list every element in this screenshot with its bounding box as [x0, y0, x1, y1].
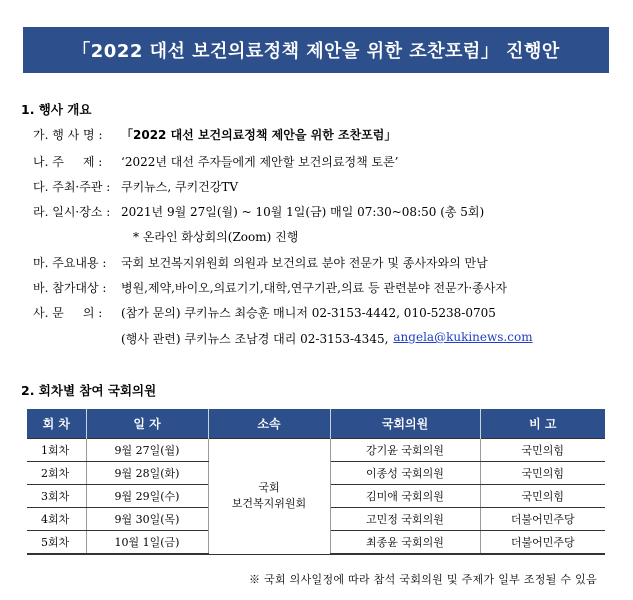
row-label: 라. 일시·장소 :: [33, 205, 111, 219]
row-value: 쿠키뉴스, 쿠키건강TV: [121, 180, 239, 194]
round-cell: 3회차: [27, 485, 86, 508]
row-value: 국회 보건복지위원회 의원과 보건의료 분야 전문가 및 종사자와의 만남: [121, 256, 488, 270]
info-row-event-name: [33, 126, 396, 143]
member-cell: 최종윤 국회의원: [330, 531, 480, 555]
date-cell: 9월 28일(화): [86, 462, 208, 485]
member-cell: 이종성 국회의원: [330, 462, 480, 485]
note-cell: 더불어민주당: [480, 531, 605, 555]
info-row-topic: [33, 153, 399, 170]
member-cell: 강기윤 국회의원: [330, 439, 480, 462]
info-row-inquiry-event: [121, 330, 533, 347]
row-label: 사. 문 의 :: [33, 306, 103, 320]
info-row-schedule: [33, 203, 484, 220]
row-value: ‘2022년 대선 주자들에게 제안할 보건의료정책 토론’: [121, 155, 399, 169]
date-cell: 9월 30일(목): [86, 508, 208, 531]
table-header-row: [27, 409, 605, 439]
header-date: 일 자: [86, 409, 208, 439]
info-row-content: [33, 254, 488, 271]
committee-line1: 국회: [258, 481, 280, 495]
committee-cell: [208, 439, 330, 555]
info-row-online-note: [133, 228, 298, 245]
info-row-audience: [33, 279, 507, 296]
row-label: 바. 참가대상 :: [33, 281, 107, 295]
date-cell: 10월 1일(금): [86, 531, 208, 555]
table-row: [27, 439, 605, 462]
row-value: 「2022 대선 보건의료정책 제안을 위한 조찬포럼」: [121, 128, 397, 142]
date-cell: 9월 29일(수): [86, 485, 208, 508]
header-committee: 소속: [208, 409, 330, 439]
member-cell: 김미애 국회의원: [330, 485, 480, 508]
row-label: 나. 주 제 :: [33, 155, 103, 169]
header-round: 회 차: [27, 409, 86, 439]
email-link[interactable]: angela@kukinews.com: [393, 330, 533, 344]
date-cell: 9월 27일(월): [86, 439, 208, 462]
row-value: 병원,제약,바이오,의료기기,대학,연구기관,의료 등 관련분야 전문가·종사자: [121, 281, 507, 295]
page-title: 「2022 대선 보건의료정책 제안을 위한 조찬포럼」 진행안: [72, 41, 560, 62]
note-cell: 국민의힘: [480, 439, 605, 462]
round-cell: 2회차: [27, 462, 86, 485]
member-cell: 고민정 국회의원: [330, 508, 480, 531]
round-cell: 4회차: [27, 508, 86, 531]
note-cell: 더불어민주당: [480, 508, 605, 531]
info-row-inquiry: [33, 304, 496, 321]
section1-heading: 1. 행사 개요: [21, 102, 92, 117]
row-value: (참가 문의) 쿠키뉴스 최승훈 매니저 02-3153-4442, 010-5238-0705: [121, 306, 496, 320]
section2-heading: 2. 회차별 참여 국회의원: [21, 383, 157, 398]
header-note: 비 고: [480, 409, 605, 439]
note-cell: 국민의힘: [480, 462, 605, 485]
round-cell: 5회차: [27, 531, 86, 555]
title-banner: [23, 27, 609, 73]
note-cell: 국민의힘: [480, 485, 605, 508]
committee-line2: 보건복지위원회: [231, 497, 307, 511]
row-value: 2021년 9월 27일(월) ~ 10월 1일(금) 매일 07:30~08:50 (총 5회): [121, 205, 485, 219]
row-label: 마. 주요내용 :: [33, 256, 107, 270]
header-member: 국회의원: [330, 409, 480, 439]
contact-text: (행사 관련) 쿠키뉴스 조남경 대리 02-3153-4345,: [121, 332, 389, 346]
member-schedule-table: [27, 409, 605, 555]
info-row-host: [33, 178, 238, 195]
round-cell: 1회차: [27, 439, 86, 462]
row-value: * 온라인 화상회의(Zoom) 진행: [133, 230, 299, 244]
footnote: ※ 국회 의사일정에 따라 참석 국회의원 및 주제가 일부 조정될 수 있음: [248, 573, 597, 586]
row-label: 가. 행 사 명 :: [33, 128, 103, 142]
row-label: 다. 주최·주관 :: [33, 180, 111, 194]
